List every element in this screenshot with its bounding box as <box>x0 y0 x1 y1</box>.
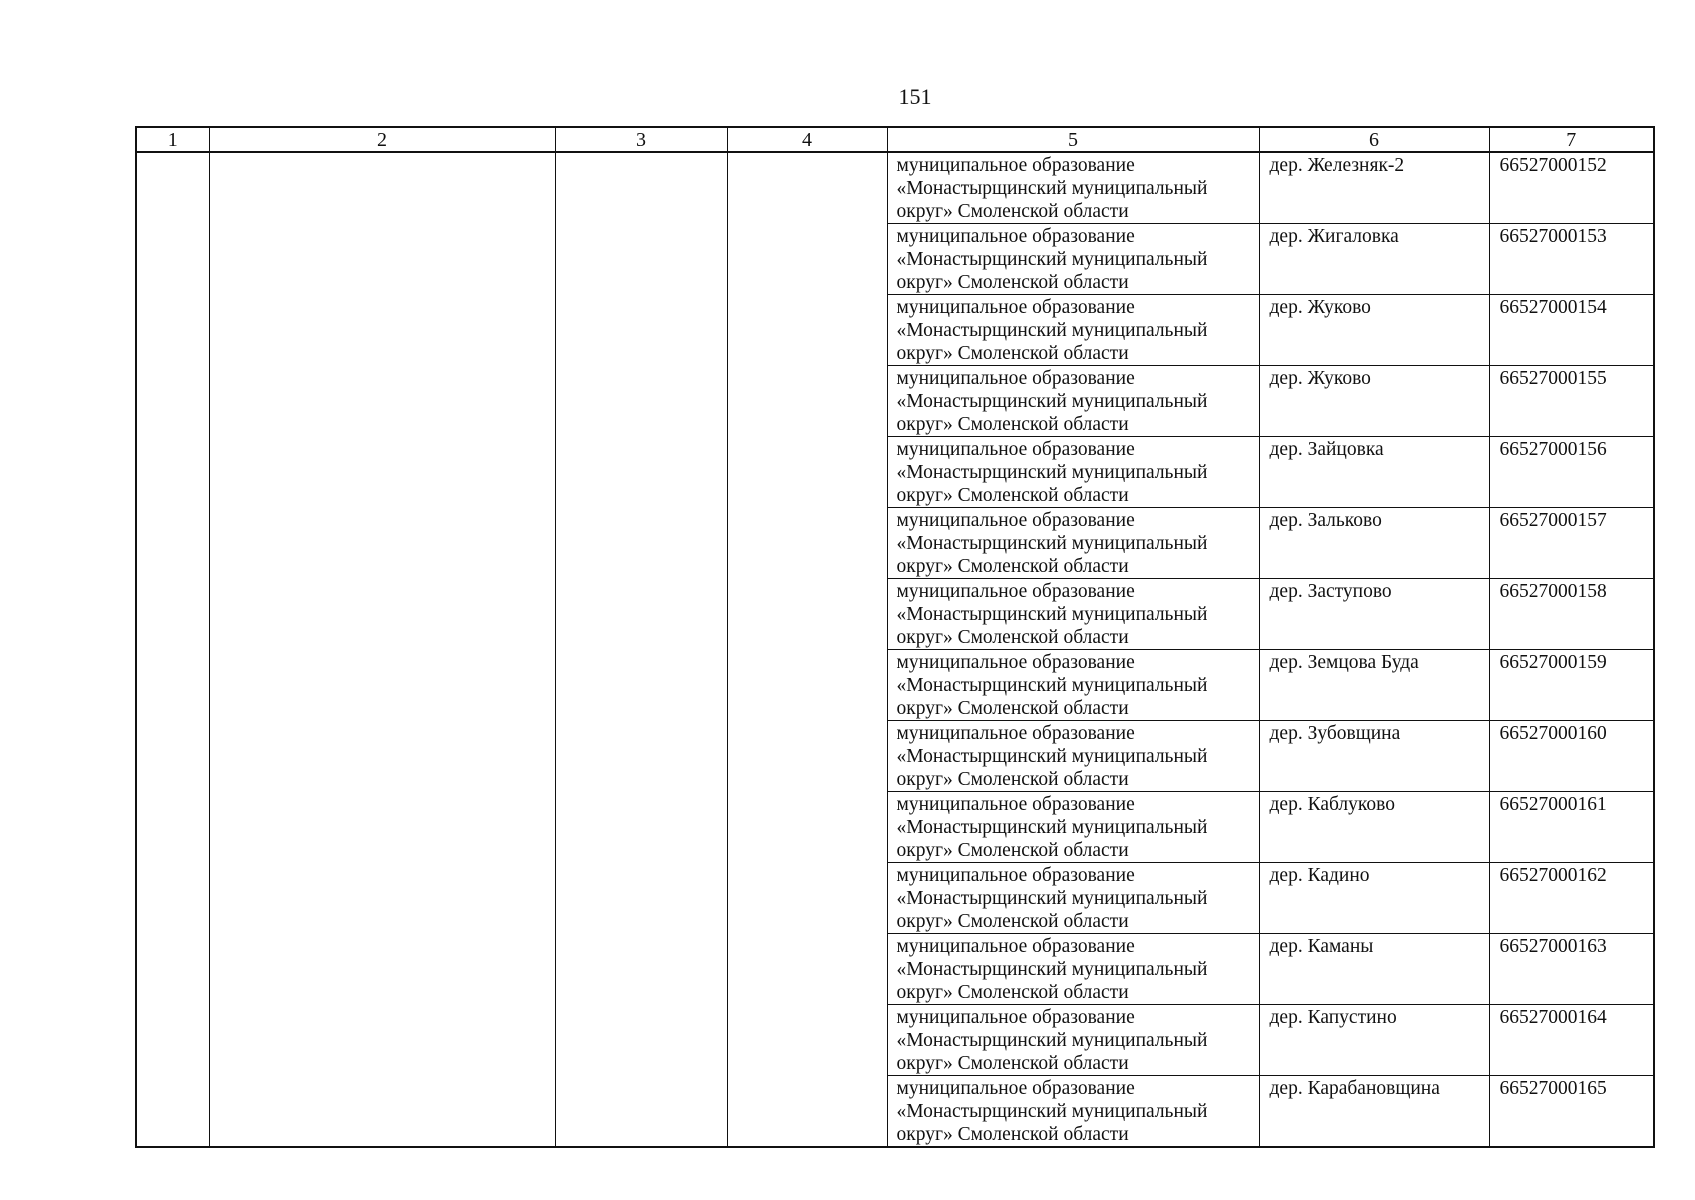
column-number-1: 1 <box>136 127 209 152</box>
municipality-cell: муниципальное образование «Монастырщинский муниципальный округ» Смоленской области <box>887 650 1259 721</box>
column-number-7: 7 <box>1489 127 1654 152</box>
municipality-cell: муниципальное образование «Монастырщинский муниципальный округ» Смоленской области <box>887 934 1259 1005</box>
column-number-4: 4 <box>727 127 887 152</box>
municipality-cell: муниципальное образование «Монастырщинский муниципальный округ» Смоленской области <box>887 579 1259 650</box>
settlement-cell: дер. Жуково <box>1259 366 1489 437</box>
settlement-cell: дер. Зальково <box>1259 508 1489 579</box>
municipality-cell: муниципальное образование «Монастырщинский муниципальный округ» Смоленской области <box>887 792 1259 863</box>
settlement-cell: дер. Кадино <box>1259 863 1489 934</box>
table-row <box>136 152 1654 224</box>
municipality-cell: муниципальное образование «Монастырщинский муниципальный округ» Смоленской области <box>887 1005 1259 1076</box>
oktmo-code-cell: 66527000157 <box>1489 508 1654 579</box>
municipality-cell: муниципальное образование «Монастырщинский муниципальный округ» Смоленской области <box>887 863 1259 934</box>
settlement-cell: дер. Капустино <box>1259 1005 1489 1076</box>
oktmo-code-cell: 66527000160 <box>1489 721 1654 792</box>
settlement-cell: дер. Каблуково <box>1259 792 1489 863</box>
oktmo-code-cell: 66527000163 <box>1489 934 1654 1005</box>
municipality-cell: муниципальное образование «Монастырщинский муниципальный округ» Смоленской области <box>887 721 1259 792</box>
settlement-cell: дер. Жуково <box>1259 295 1489 366</box>
column-number-6: 6 <box>1259 127 1489 152</box>
column-number-2: 2 <box>209 127 555 152</box>
header-row <box>136 127 1654 152</box>
municipality-cell: муниципальное образование «Монастырщинский муниципальный округ» Смоленской области <box>887 437 1259 508</box>
settlement-cell: дер. Заступово <box>1259 579 1489 650</box>
settlement-cell: дер. Железняк-2 <box>1259 152 1489 224</box>
municipality-cell: муниципальное образование «Монастырщинский муниципальный округ» Смоленской области <box>887 1076 1259 1148</box>
municipality-cell: муниципальное образование «Монастырщинский муниципальный округ» Смоленской области <box>887 295 1259 366</box>
empty-column-3 <box>555 152 727 1147</box>
oktmo-code-cell: 66527000164 <box>1489 1005 1654 1076</box>
municipality-cell: муниципальное образование «Монастырщинский муниципальный округ» Смоленской области <box>887 224 1259 295</box>
column-number-3: 3 <box>555 127 727 152</box>
oktmo-code-cell: 66527000155 <box>1489 366 1654 437</box>
oktmo-code-cell: 66527000158 <box>1489 579 1654 650</box>
oktmo-code-cell: 66527000159 <box>1489 650 1654 721</box>
municipality-cell: муниципальное образование «Монастырщинский муниципальный округ» Смоленской области <box>887 366 1259 437</box>
table-header <box>136 127 1654 152</box>
settlement-cell: дер. Жигаловка <box>1259 224 1489 295</box>
column-number-5: 5 <box>887 127 1259 152</box>
settlement-cell: дер. Каманы <box>1259 934 1489 1005</box>
oktmo-code-cell: 66527000152 <box>1489 152 1654 224</box>
settlement-cell: дер. Зайцовка <box>1259 437 1489 508</box>
oktmo-code-cell: 66527000165 <box>1489 1076 1654 1148</box>
oktmo-code-cell: 66527000156 <box>1489 437 1654 508</box>
empty-column-2 <box>209 152 555 1147</box>
oktmo-code-cell: 66527000161 <box>1489 792 1654 863</box>
municipality-cell: муниципальное образование «Монастырщинский муниципальный округ» Смоленской области <box>887 152 1259 224</box>
page-number: 151 <box>898 84 932 109</box>
settlements-table <box>135 126 1655 1148</box>
empty-column-4 <box>727 152 887 1147</box>
oktmo-code-cell: 66527000162 <box>1489 863 1654 934</box>
settlement-cell: дер. Карабановщина <box>1259 1076 1489 1148</box>
municipality-cell: муниципальное образование «Монастырщинский муниципальный округ» Смоленской области <box>887 508 1259 579</box>
table-body <box>136 152 1654 1147</box>
oktmo-code-cell: 66527000153 <box>1489 224 1654 295</box>
oktmo-code-cell: 66527000154 <box>1489 295 1654 366</box>
empty-column-1 <box>136 152 209 1147</box>
settlement-cell: дер. Земцова Буда <box>1259 650 1489 721</box>
settlement-cell: дер. Зубовщина <box>1259 721 1489 792</box>
